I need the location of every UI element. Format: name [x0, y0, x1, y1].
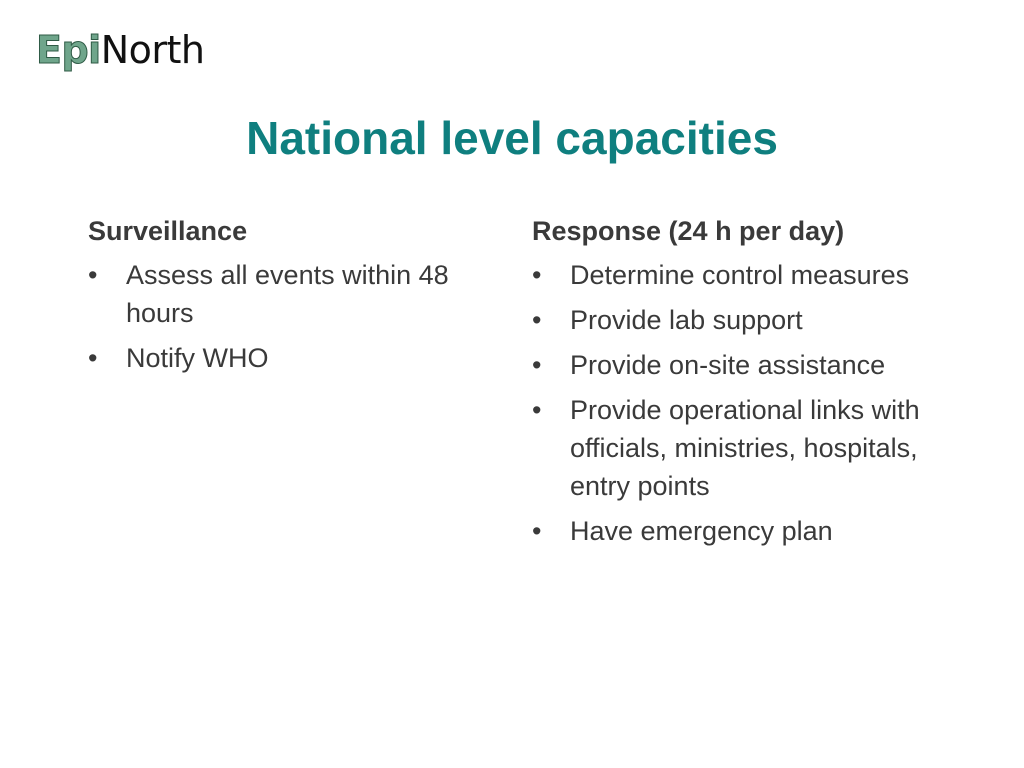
list-item: [532, 256, 952, 294]
bullet-icon: •: [532, 516, 542, 546]
list-item-text: Assess all events within 48 hours: [126, 260, 449, 328]
bullet-icon: •: [532, 350, 542, 380]
bullet-icon: •: [532, 305, 542, 335]
list-item-text: Provide on-site assistance: [570, 350, 886, 380]
surveillance-list: [88, 256, 478, 377]
slide-title: National level capacities: [246, 112, 778, 164]
logo-north-text: North: [100, 28, 205, 72]
epinorth-logo: [36, 24, 204, 76]
response-list: [532, 256, 952, 550]
list-item-text: Provide operational links with officials, ministries, hospitals, entry points: [570, 395, 920, 501]
response-column: [532, 212, 952, 557]
list-item: [532, 512, 952, 550]
bullet-icon: •: [88, 343, 98, 373]
list-item: [88, 339, 478, 377]
bullet-icon: •: [88, 260, 98, 290]
list-item-text: Provide lab support: [570, 305, 803, 335]
list-item-text: Notify WHO: [126, 343, 269, 373]
logo-epi-text: Epi: [36, 28, 101, 72]
list-item-text: Determine control measures: [570, 260, 910, 290]
list-item: [532, 346, 952, 384]
list-item: [532, 301, 952, 339]
bullet-icon: •: [532, 395, 542, 425]
bullet-icon: •: [532, 260, 542, 290]
surveillance-column: [88, 212, 478, 384]
response-heading: Response (24 h per day): [532, 216, 845, 246]
list-item: [88, 256, 478, 332]
surveillance-heading: Surveillance: [88, 216, 248, 246]
list-item: [532, 391, 952, 505]
list-item-text: Have emergency plan: [570, 516, 833, 546]
